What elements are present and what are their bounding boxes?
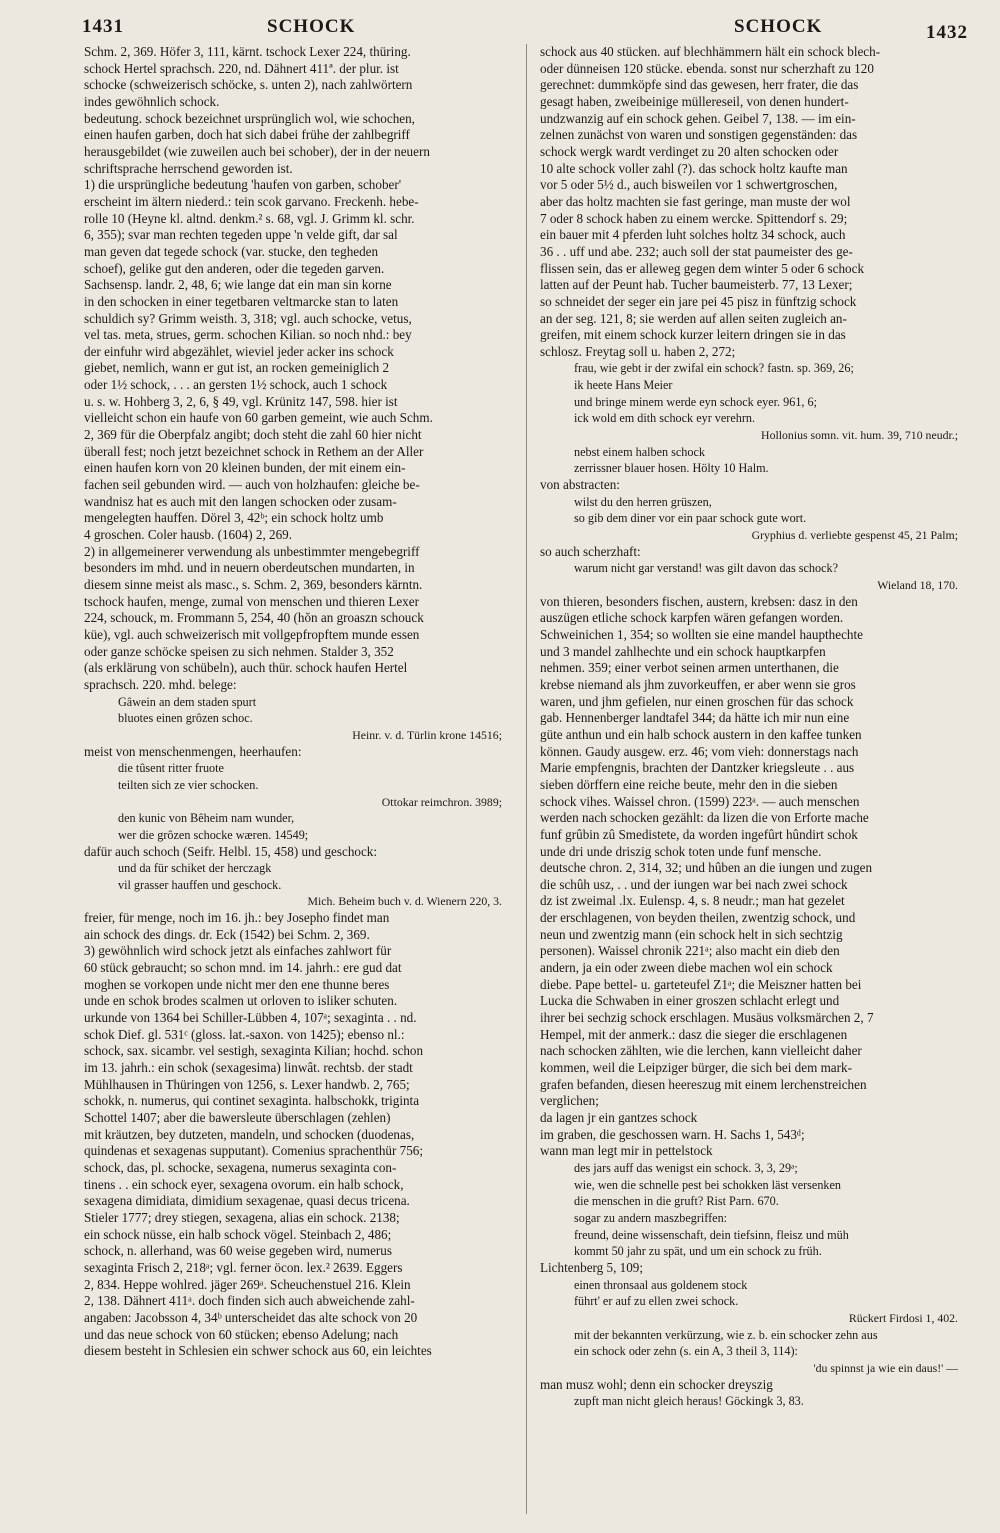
text-line: so schneidet der seger ein jare pei 45 pisz in fünftzig schock xyxy=(540,293,857,309)
text-line: Sachsensp. landr. 2, 48, 6; wie lange dat ein man sin korne xyxy=(84,277,392,293)
text-line: diesem sinne meist als masc., s. Schm. 2, 369, besonders kärntn. xyxy=(84,577,423,592)
left-column xyxy=(84,44,512,1514)
text-line: sexaginta Frisch 2, 218ᵃ; vgl. ferner öcon. lex.² 2639. Eggers xyxy=(84,1259,403,1275)
text-line: oder dünneisen 120 stücke. ebenda. sonst nur scherzhaft zu 120 xyxy=(540,60,874,76)
text-line: einen haufen korn von 20 kleinen bunden, der mit einem ein- xyxy=(84,460,406,476)
text-line: ain schock des dings. dr. Eck (1542) bei Schm. 2, 369. xyxy=(84,926,370,942)
text-line: an der seg. 121, 8; sie werden auf allen seiten zugleich an- xyxy=(540,310,847,326)
text-line: wilst du den herren grüszen, xyxy=(574,494,712,509)
text-line: 10 alte schock voller zahl (?). das schock holtz kaufte man xyxy=(540,160,848,176)
text-line: schock Hertel sprachsch. 220, nd. Dähnert 411ª. der plur. ist xyxy=(84,60,399,76)
text-line: meist von menschenmengen, heerhaufen: xyxy=(84,743,302,759)
text-line: zelnen zunächst von waren und sonstigen gegenständen: das xyxy=(540,127,858,143)
text-line: oder 1½ schock, . . . an gersten 1½ schock, auch 1 schock xyxy=(84,377,388,393)
text-line: zerrissner blauer hosen. Hölty 10 Halm. xyxy=(574,461,769,476)
page-number-left: 1431 xyxy=(82,16,124,37)
text-line: gab. Hennenberger landtafel 344; da hätte ich mir nun eine xyxy=(540,710,850,726)
text-line: angaben: Jacobsson 4, 34ᵇ unterscheidet das alte schock von 20 xyxy=(84,1309,418,1325)
page-number-right: 1432 xyxy=(926,22,968,43)
text-line: schoef), gelike gut den anderen, oder die tegeden garven. xyxy=(84,260,385,276)
text-line: rolle 10 (Heyne kl. altnd. denkm.² s. 68, vgl. J. Grimm kl. schr. xyxy=(84,210,415,226)
page-header xyxy=(0,16,1000,46)
text-line: nehmen. 359; einer verbot seinen armen unterthanen, die xyxy=(540,660,839,676)
text-line: schock vihes. Waissel chron. (1599) 223ᵃ. — auch menschen xyxy=(540,793,860,809)
text-line: sprachsch. 220. mhd. belege: xyxy=(84,676,237,692)
text-line: tschock haufen, menge, zumal von menschen und thieren Lexer xyxy=(84,593,419,609)
text-line: latten auf der Peunt hab. Tucher baumeisterb. 77, 13 Lexer; xyxy=(540,277,853,293)
text-line: mit kräutzen, bey dutzeten, mandeln, und schocken (duodenas, xyxy=(84,1126,415,1142)
text-line: die tûsent ritter fruote xyxy=(118,761,224,776)
text-line: wandnisz hat es auch mit den langen schocken oder zusam- xyxy=(84,493,397,509)
text-line: Hollonius somn. vit. hum. 39, 710 neudr.; xyxy=(761,428,958,443)
text-line: überall fest; noch jetzt bezeichnet schock in Rethem an der Aller xyxy=(84,443,424,459)
text-line: mengelegten hauffen. Dörel 3, 42ᵇ; ein schock holtz umb xyxy=(84,510,384,526)
text-line: man musz wohl; denn ein schocker dreyszig xyxy=(540,1376,773,1392)
text-line: 4 groschen. Coler hausb. (1604) 2, 269. xyxy=(84,527,293,543)
text-line: krebse niemand als jhm zuvorkeuffen, er aber wenn sie gros xyxy=(540,676,856,692)
text-line: schok Dief. gl. 531ᶜ (gloss. lat.-saxon. von 1425); ebenso nl.: xyxy=(84,1026,405,1042)
column-divider xyxy=(526,44,527,1514)
text-line: schock, n. allerhand, was 60 weise gegeben wird, numerus xyxy=(84,1243,392,1259)
text-line: giebet, nemlich, wann er gut ist, an rocken gemeiniglich 2 xyxy=(84,360,390,376)
text-line: zupft man nicht gleich heraus! Göckingk 3, 83. xyxy=(574,1394,804,1409)
text-line: bluotes einen grôzen schoc. xyxy=(118,711,253,726)
text-line: personen). Waissel chronik 221ᵃ; also macht ein dieb den xyxy=(540,943,840,959)
text-line: sogar zu andern maszbegriffen: xyxy=(574,1210,728,1225)
text-line: Heinr. v. d. Türlin krone 14516; xyxy=(352,727,502,742)
text-line: die menschen in die gruft? Rist Parn. 670. xyxy=(574,1194,779,1209)
text-line: ick wold em dith schock eyr verehrn. xyxy=(574,411,756,426)
text-line: 6, 355); svar man rechten tegeden uppe 'n velde gift, dar sal xyxy=(84,227,398,243)
text-line: ik heete Hans Meier xyxy=(574,378,673,393)
text-line: schlosz. Freytag soll u. haben 2, 272; xyxy=(540,343,736,359)
text-line: gerechnet: dummköpfe sind das gewesen, herr frater, die das xyxy=(540,77,859,93)
text-line: werden nach schocken gezählt: da lizen die von Erforte mache xyxy=(540,810,869,826)
text-line: waren, und jhm gefielen, nur einen groschen für das schock xyxy=(540,693,854,709)
text-line: so gib dem diner vor ein paar schock gute wort. xyxy=(574,511,807,526)
text-line: nach schocken zählten, wie die lerchen, kann vielleicht daher xyxy=(540,1043,862,1059)
text-line: freier, für menge, noch im 16. jh.: bey Josepho findet man xyxy=(84,910,390,926)
text-line: fachen seil gebunden wird. — auch von holzhaufen: gleiche be- xyxy=(84,477,420,493)
text-line: 3) gewöhnlich wird schock jetzt als einfaches zahlwort für xyxy=(84,943,392,959)
text-line: sexagena dimidiata, dimidium sexagenae, quasi decus tricena. xyxy=(84,1193,410,1209)
text-line: kommt 50 jahr zu spät, und um ein schock zu früh. xyxy=(574,1244,822,1259)
text-line: da lagen jr ein gantzes schock xyxy=(540,1110,698,1125)
text-line: warum nicht gar verstand! was gilt davon das schock? xyxy=(574,561,838,576)
text-line: schocke (schweizerisch schöcke, s. unten 2), nach zahlwörtern xyxy=(84,77,413,93)
text-line: ihrer bei sechzig schock erschlagen. Musäus volksmärchen 2, 7 xyxy=(540,1010,874,1026)
text-line: schuldich sy? Grimm weisth. 3, 318; vgl. auch schocke, vetus, xyxy=(84,310,412,326)
text-line: Hempel, mit der anmerk.: dasz die sieger die erschlagenen xyxy=(540,1026,848,1042)
text-line: Mühlhausen in Thüringen von 1256, s. Lexer handwb. 2, 765; xyxy=(84,1076,410,1092)
text-line: auszügen etliche schock karpfen wären gefangen worden. xyxy=(540,610,844,626)
text-line: 60 stück gebraucht; so schon mnd. im 14. jahrh.: ere gud dat xyxy=(84,960,402,976)
text-line: führt' er auf zu ellen zwei schock. xyxy=(574,1294,739,1309)
text-line: 7 oder 8 schock haben zu einem wercke. Spittendorf s. 29; xyxy=(540,210,848,226)
text-line: schriftsprache herrschend geworden ist. xyxy=(84,160,293,176)
text-line: Ottokar reimchron. 3989; xyxy=(381,794,502,809)
text-line: ein schock oder zehn (s. ein A, 3 theil 3, 114): xyxy=(574,1344,798,1359)
text-line: 1) die ursprüngliche bedeutung 'haufen von garben, schober' xyxy=(84,177,402,193)
text-line: greifen, mit einem schock kurzer leitern dringen sie in das xyxy=(540,327,846,343)
text-line: mit der bekannten verkürzung, wie z. b. ein schocker zehn aus xyxy=(574,1327,878,1342)
text-line: Schm. 2, 369. Höfer 3, 111, kärnt. tschock Lexer 224, thüring. xyxy=(84,44,411,59)
text-line: 2) in allgemeinerer verwendung als unbestimmter mengebegriff xyxy=(84,543,420,559)
text-line: im 13. jahrh.: ein schok (sexagesima) linwât. rechtsb. der stadt xyxy=(84,1060,413,1076)
text-line: und das neue schock von 60 stücken; ebenso Adelung; nach xyxy=(84,1326,399,1342)
text-line: u. s. w. Hohberg 3, 2, 6, § 49, vgl. Krünitz 147, 598. hier ist xyxy=(84,393,398,409)
text-line: Mich. Beheim buch v. d. Wienern 220, 3. xyxy=(307,894,502,909)
text-line: 224, schouck, m. Frommann 5, 254, 40 (hŏn an groaszn schouck xyxy=(84,610,424,626)
text-line: vielleicht schon ein haufe von 60 garben gemeint, wie auch Schm. xyxy=(84,410,433,426)
text-line: ein bauer mit 4 pferden luht solches holtz 34 schock, auch xyxy=(540,227,846,243)
text-line: der einfuhr wird abgezählet, wieviel jeder acker ins schock xyxy=(84,343,394,359)
text-line: Lichtenberg 5, 109; xyxy=(540,1259,644,1275)
text-line: freund, deine wissenschaft, dein tiefsinn, fleisz und müh xyxy=(574,1227,849,1242)
text-line: schock wergk wardt verdinget zu 20 alten schocken oder xyxy=(540,143,839,159)
text-line: können. Gaudy ausgew. erz. 46; vom vieh: donnerstags nach xyxy=(540,743,859,759)
text-line: güte anthun und ein halb schock austern in den kaffee tunken xyxy=(540,726,862,742)
text-line: unde en schok brodes scalmen ut orloven to isliker schuten. xyxy=(84,993,398,1009)
text-line: des jars auff das wenigst ein schock. 3, 3, 29ᵃ; xyxy=(574,1160,798,1175)
text-line: dafür auch schoch (Seifr. Helbl. 15, 458) und geschock: xyxy=(84,843,378,859)
text-line: in den schocken in einer tegetbaren veltmarcke stan to laten xyxy=(84,293,399,309)
text-line: 2, 138. Dähnert 411ᵃ. doch finden sich auch abweichende zahl- xyxy=(84,1293,415,1309)
text-line: grafen befanden, diesen heereszug mit einem lerchenstreichen xyxy=(540,1076,867,1092)
text-line: aber das holtz machten sie fast geringe, man muste der wol xyxy=(540,193,851,209)
text-line: Wieland 18, 170. xyxy=(877,578,958,592)
text-line: schock aus 40 stücken. auf blechhämmern hält ein schock blech- xyxy=(540,44,881,59)
text-line: im graben, die geschossen warn. H. Sachs 1, 543ᵈ; xyxy=(540,1126,805,1142)
text-line: schokk, n. numerus, qui continet sexaginta. halbschokk, triginta xyxy=(84,1093,420,1109)
text-line: undzwanzig auf ein schock gehen. Geibel 7, 138. — im ein- xyxy=(540,110,856,126)
text-line: von abstracten: xyxy=(540,477,620,493)
text-line: Gryphius d. verliebte gespenst 45, 21 Palm; xyxy=(751,528,958,543)
text-line: so auch scherzhaft: xyxy=(540,543,641,559)
text-line: diebe. Pape bettel- u. garteteufel Z1ᵃ; die Meiszner hatten bei xyxy=(540,976,862,992)
text-line: den kunic von Bêheim nam wunder, xyxy=(118,811,295,826)
text-line: Marie empfengnis, brachten der Dantzker kriegsleute . . aus xyxy=(540,760,855,776)
text-line: neun und zwentzig mann (ein schock helt in sich sechtzig xyxy=(540,926,843,942)
text-line: Rückert Firdosi 1, 402. xyxy=(848,1310,958,1325)
text-line: die schûh usz, . . und der iungen war bei nach zwei schock xyxy=(540,876,848,892)
text-line: flissen sein, das er alleweg gegen dem winter 5 oder 6 schock xyxy=(540,260,865,276)
text-line: und da für schiket der herczagk xyxy=(118,861,272,876)
text-line: wer die grôzen schocke wæren. 14549; xyxy=(118,827,309,842)
text-line: vil grasser hauffen und geschock. xyxy=(118,877,282,892)
text-line: gesagt haben, zweibeinige müllereseil, von denen hundert- xyxy=(540,93,849,109)
text-line: schock, sax. sicambr. vel sestigh, sexaginta Kilian; hochd. schon xyxy=(84,1043,424,1059)
text-line: indes gewöhnlich schock. xyxy=(84,93,220,109)
text-line: teilten sich ze vier schocken. xyxy=(118,777,259,792)
text-line: herausgebildet (wie zuweilen auch bei schober), der in der neuern xyxy=(84,143,430,159)
text-line: deutsche chron. 2, 314, 32; und hûben an die iungen und zugen xyxy=(540,860,873,876)
text-line: Schweinichen 1, 354; so wollten sie eine mandel haupthechte xyxy=(540,626,863,642)
text-line: 2, 834. Heppe wohlred. jäger 269ᵃ. Scheuchenstuel 216. Klein xyxy=(84,1276,411,1292)
text-line: frau, wie gebt ir der zwifal ein schock? fastn. sp. 369, 26; xyxy=(574,361,854,376)
text-line: sieben dörffern eine reiche beute, mehr den in die sieben xyxy=(540,776,838,792)
running-head-left: SCHOCK xyxy=(267,16,356,37)
text-line: dz ist zweimal .lx. Eulensp. 4, s. 8 neudr.; man hat gezelet xyxy=(540,893,845,909)
text-line: unde dri unde driszig schok toten unde funf mensche. xyxy=(540,843,822,859)
text-line: von thieren, besonders fischen, austern, krebsen: dasz in den xyxy=(540,593,858,609)
text-line: urkunde von 1364 bei Schiller-Lübben 4, 107ᵃ; sexaginta . . nd. xyxy=(84,1010,417,1026)
text-line: oder ganze schöcke speisen zu sich nehmen. Stalder 3, 352 xyxy=(84,643,394,659)
right-column xyxy=(540,44,968,1514)
text-line: diesem besteht in Schlesien ein schwer schock aus 60, ein leichtes xyxy=(84,1343,432,1359)
text-line: vel tas. meta, strues, germ. schochen Kilian. so noch nhd.: bey xyxy=(84,327,412,343)
text-line: erscheint im ältern niederd.: tein scok garvano. Freckenh. hebe- xyxy=(84,193,419,209)
text-line: schock, das, pl. schocke, sexagena, numerus sexaginta con- xyxy=(84,1159,397,1175)
text-line: küe), vgl. auch schweizerisch mit vollgepfropftem munde essen xyxy=(84,626,420,642)
text-line: wie, wen die schnelle pest bei schokken läst versenken xyxy=(574,1177,842,1192)
text-line: andern, ja ein oder zween diebe machen wol ein schock xyxy=(540,960,833,976)
text-line: Stieler 1777; drey stiegen, sexagena, alias ein schock. 2138; xyxy=(84,1209,400,1225)
text-line: und bringe minem werde eyn schock eyer. 961, 6; xyxy=(574,394,818,409)
text-line: bedeutung. schock bezeichnet ursprünglich wol, wie schochen, xyxy=(84,110,415,126)
text-line: quindenas et sexagenas supputant). Comenius sprachenthür 756; xyxy=(84,1143,424,1159)
text-line: man geven dat tegede schock (var. stucke, den tegheden xyxy=(84,243,379,259)
text-line: wann man legt mir in pettelstock xyxy=(540,1143,713,1159)
text-line: Gâwein an dem staden spurt xyxy=(118,694,257,709)
running-head-right: SCHOCK xyxy=(734,16,823,37)
text-line: moghen se vorkopen unde nicht mer den ene thunne beres xyxy=(84,976,390,992)
text-line: ein schock nüsse, ein halb schock vögel. Steinbach 2, 486; xyxy=(84,1226,392,1242)
text-line: (als erklärung von schübeln), auch thür. schock haufen Hertel xyxy=(84,660,408,676)
text-line: 'du spinnst ja wie ein daus!' — xyxy=(813,1360,958,1375)
text-line: 2, 369 für die Oberpfalz angibt; doch steht die zahl 60 hier nicht xyxy=(84,427,422,443)
text-line: besonders im mhd. und in neuern oberdeutschen mundarten, in xyxy=(84,560,415,576)
text-line: tinens . . ein schock eyer, sexagena ovorum. ein halb schock, xyxy=(84,1176,404,1192)
text-line: der erschlagenen, von beyden theilen, zwentzig schock, und xyxy=(540,910,856,926)
text-line: 36 . . uff und abe. 232; auch soll der stat paumeister des ge- xyxy=(540,243,853,259)
text-line: funf grûbin zû Smedistete, da worden ingefûrt hûndirt schok xyxy=(540,826,858,842)
text-line: kommen, weil die Leipziger bürger, die sich bei dem mark- xyxy=(540,1060,852,1076)
text-line: und 3 mandel zahlhechte und ein schock hauptkarpfen xyxy=(540,643,826,659)
text-line: nebst einem halben schock xyxy=(574,444,705,459)
text-line: Lucka die Schwaben in einer groszen schlacht erlegt und xyxy=(540,993,840,1009)
text-line: verglichen; xyxy=(540,1093,599,1109)
text-line: einen haufen garben, doch hat sich dabei frühe der zahlbegriff xyxy=(84,127,410,143)
text-line: einen thronsaal aus goldenem stock xyxy=(574,1277,748,1292)
text-line: Schottel 1407; aber die bawersleute überschlagen (zehlen) xyxy=(84,1110,391,1125)
text-line: vor 5 oder 5½ d., auch bisweilen vor 1 schwertgroschen, xyxy=(540,177,838,193)
